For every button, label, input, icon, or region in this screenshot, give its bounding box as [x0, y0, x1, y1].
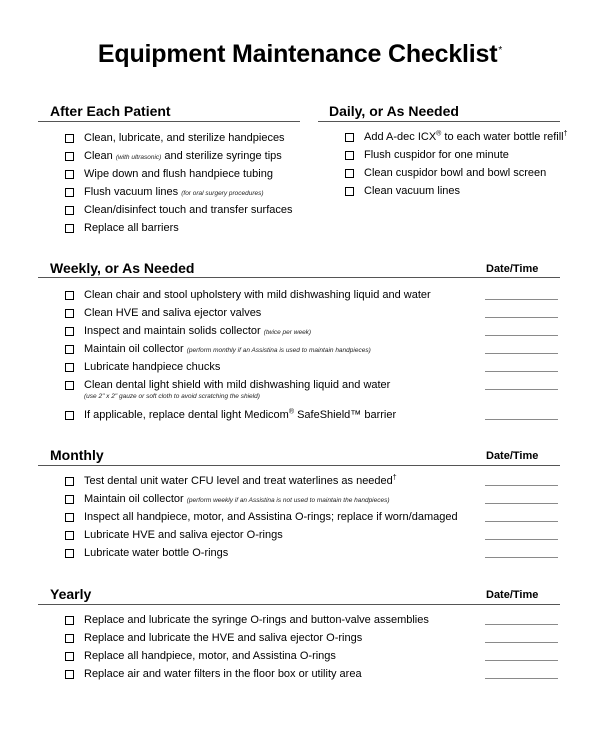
weekly-list: [65, 286, 558, 424]
list-item: Replace and lubricate the syringe O-rings and button-valve assemblies: [65, 611, 558, 629]
list-item: Clean (with ultrasonic) and sterilize syringe tips: [65, 147, 315, 165]
section-heading-monthly: Monthly: [50, 447, 104, 463]
date-line[interactable]: [485, 389, 558, 390]
checkbox[interactable]: [345, 187, 354, 196]
daily-list: [345, 128, 590, 200]
checkbox[interactable]: [65, 170, 74, 179]
checkbox[interactable]: [65, 381, 74, 390]
section-heading-weekly: Weekly, or As Needed: [50, 260, 195, 276]
list-item: Add A-dec ICX® to each water bottle refill†: [345, 128, 590, 146]
date-time-label: Date/Time: [486, 263, 539, 275]
list-item: Flush vacuum lines (for oral surgery procedures): [65, 183, 315, 201]
checkbox[interactable]: [65, 652, 74, 661]
date-line[interactable]: [485, 521, 558, 522]
section-heading-after-each-patient: After Each Patient: [50, 103, 171, 119]
after-each-patient-list: [65, 129, 315, 237]
list-item: Clean/disinfect touch and transfer surfaces: [65, 201, 315, 219]
checkbox[interactable]: [65, 495, 74, 504]
checkbox[interactable]: [65, 363, 74, 372]
checkbox[interactable]: [345, 133, 354, 142]
list-item: Clean dental light shield with mild dishwashing liquid and water (use 2" x 2" gauze or soft cloth to avoid scratching the shield): [65, 376, 558, 406]
section-heading-daily: Daily, or As Needed: [329, 103, 459, 119]
date-line[interactable]: [485, 353, 558, 354]
date-time-label: Date/Time: [486, 589, 539, 601]
checkbox[interactable]: [65, 616, 74, 625]
section-divider: [38, 277, 560, 278]
section-divider: [38, 465, 560, 466]
yearly-list: [65, 611, 558, 683]
date-line[interactable]: [485, 503, 558, 504]
list-item: Inspect and maintain solids collector (twice per week): [65, 322, 558, 340]
date-line[interactable]: [485, 678, 558, 679]
list-item: Replace air and water filters in the floor box or utility area: [65, 665, 558, 683]
date-line[interactable]: [485, 557, 558, 558]
checkbox[interactable]: [65, 477, 74, 486]
checkbox[interactable]: [345, 151, 354, 160]
list-item: If applicable, replace dental light Medicom® SafeShield™ barrier: [65, 406, 558, 424]
section-divider: [318, 121, 560, 122]
list-item: Clean cuspidor bowl and bowl screen: [345, 164, 590, 182]
list-item: Test dental unit water CFU level and treat waterlines as needed†: [65, 472, 558, 490]
checkbox[interactable]: [65, 670, 74, 679]
date-time-label: Date/Time: [486, 450, 539, 462]
date-line[interactable]: [485, 642, 558, 643]
checkbox[interactable]: [65, 549, 74, 558]
checkbox[interactable]: [65, 531, 74, 540]
date-line[interactable]: [485, 624, 558, 625]
list-item: Clean chair and stool upholstery with mild dishwashing liquid and water: [65, 286, 558, 304]
date-line[interactable]: [485, 335, 558, 336]
list-item: Clean vacuum lines: [345, 182, 590, 200]
checkbox[interactable]: [65, 513, 74, 522]
list-item: Clean, lubricate, and sterilize handpieces: [65, 129, 315, 147]
checkbox[interactable]: [65, 291, 74, 300]
list-item: Replace and lubricate the HVE and saliva ejector O-rings: [65, 629, 558, 647]
list-item: Flush cuspidor for one minute: [345, 146, 590, 164]
list-item: Maintain oil collector (perform monthly if an Assistina is used to maintain handpieces): [65, 340, 558, 358]
section-heading-yearly: Yearly: [50, 586, 92, 602]
list-item: Replace all barriers: [65, 219, 315, 237]
checkbox[interactable]: [65, 134, 74, 143]
list-item: Wipe down and flush handpiece tubing: [65, 165, 315, 183]
checkbox[interactable]: [65, 188, 74, 197]
list-item: Clean HVE and saliva ejector valves: [65, 304, 558, 322]
date-line[interactable]: [485, 317, 558, 318]
date-line[interactable]: [485, 299, 558, 300]
list-item: Lubricate water bottle O-rings: [65, 544, 558, 562]
checkbox[interactable]: [65, 309, 74, 318]
section-divider: [38, 604, 560, 605]
page-title: Equipment Maintenance Checklist*: [97, 40, 503, 68]
list-item: Inspect all handpiece, motor, and Assistina O-rings; replace if worn/damaged: [65, 508, 558, 526]
list-item: Maintain oil collector (perform weekly if an Assistina is not used to maintain the handpieces): [65, 490, 558, 508]
monthly-list: [65, 472, 558, 562]
checkbox[interactable]: [65, 634, 74, 643]
list-item: Replace all handpiece, motor, and Assistina O-rings: [65, 647, 558, 665]
section-divider: [38, 121, 300, 122]
date-line[interactable]: [485, 539, 558, 540]
checkbox[interactable]: [65, 411, 74, 420]
date-line[interactable]: [485, 660, 558, 661]
checkbox[interactable]: [65, 345, 74, 354]
date-line[interactable]: [485, 419, 558, 420]
checkbox[interactable]: [345, 169, 354, 178]
date-line[interactable]: [485, 371, 558, 372]
checkbox[interactable]: [65, 206, 74, 215]
list-item: Lubricate handpiece chucks: [65, 358, 558, 376]
date-line[interactable]: [485, 485, 558, 486]
checkbox[interactable]: [65, 327, 74, 336]
checkbox[interactable]: [65, 224, 74, 233]
checkbox[interactable]: [65, 152, 74, 161]
list-item: Lubricate HVE and saliva ejector O-rings: [65, 526, 558, 544]
